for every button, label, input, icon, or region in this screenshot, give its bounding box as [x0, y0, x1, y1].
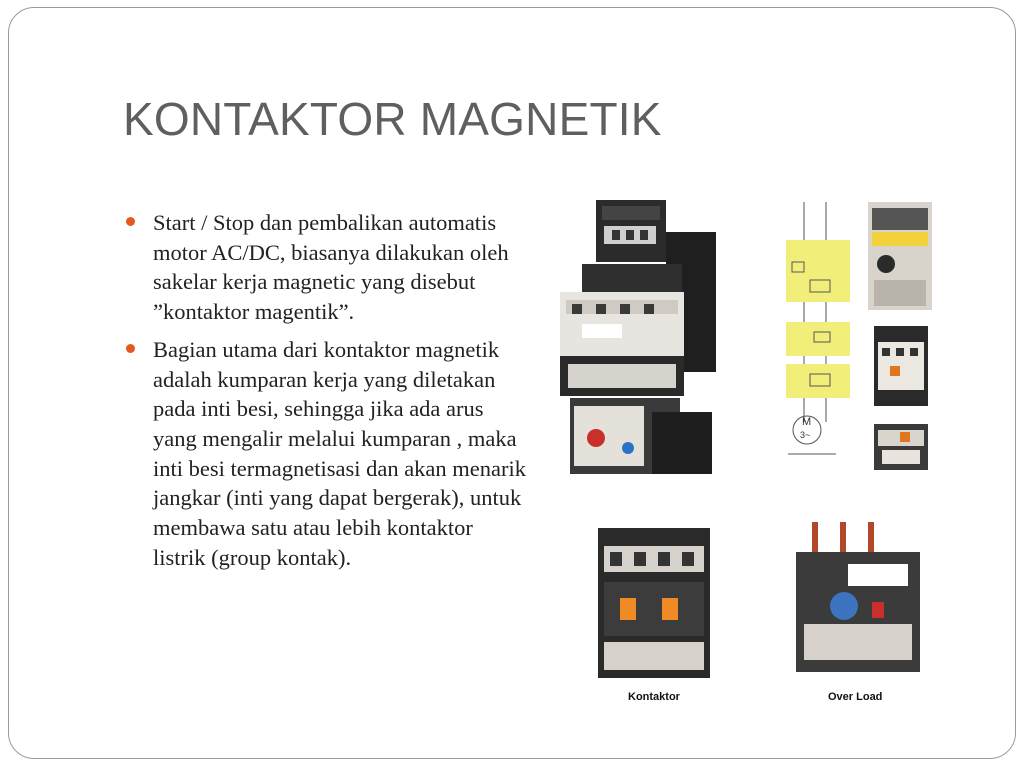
- kontaktor-photo: [590, 516, 720, 684]
- bullet-item-1: Start / Stop dan pembalikan automatis motor AC/DC, biasanya dilakukan oleh sakelar kerja magnetic yang disebut ”kontaktor magentik”.: [126, 208, 526, 327]
- slide-title: KONTAKTOR MAGNETIK: [123, 93, 662, 145]
- small-contactor-photo: [868, 322, 934, 410]
- caption-kontaktor: Kontaktor: [628, 691, 680, 703]
- motor-label: M: [802, 416, 812, 428]
- small-overload-photo: [870, 418, 932, 476]
- caption-overload: Over Load: [828, 691, 883, 703]
- bullet-item-2: Bagian utama dari kontaktor magnetik adalah kumparan kerja yang diletakan pada inti besi, sehingga jika ada arus yang mengalir melalui kumparan , maka inti besi termagnetisasi dan akan menarik jangkar (inti yang dapat bergerak), untuk membawa satu atau lebih kontaktor listrik (group kontak).: [126, 335, 526, 573]
- switch-unit-photo: [864, 198, 936, 314]
- contactor-assembly-photo: [552, 192, 728, 482]
- bullet-list: [126, 208, 526, 580]
- overload-photo: [788, 520, 928, 686]
- wiring-diagram: [776, 192, 858, 478]
- motor-phase-label: 3~: [800, 430, 811, 440]
